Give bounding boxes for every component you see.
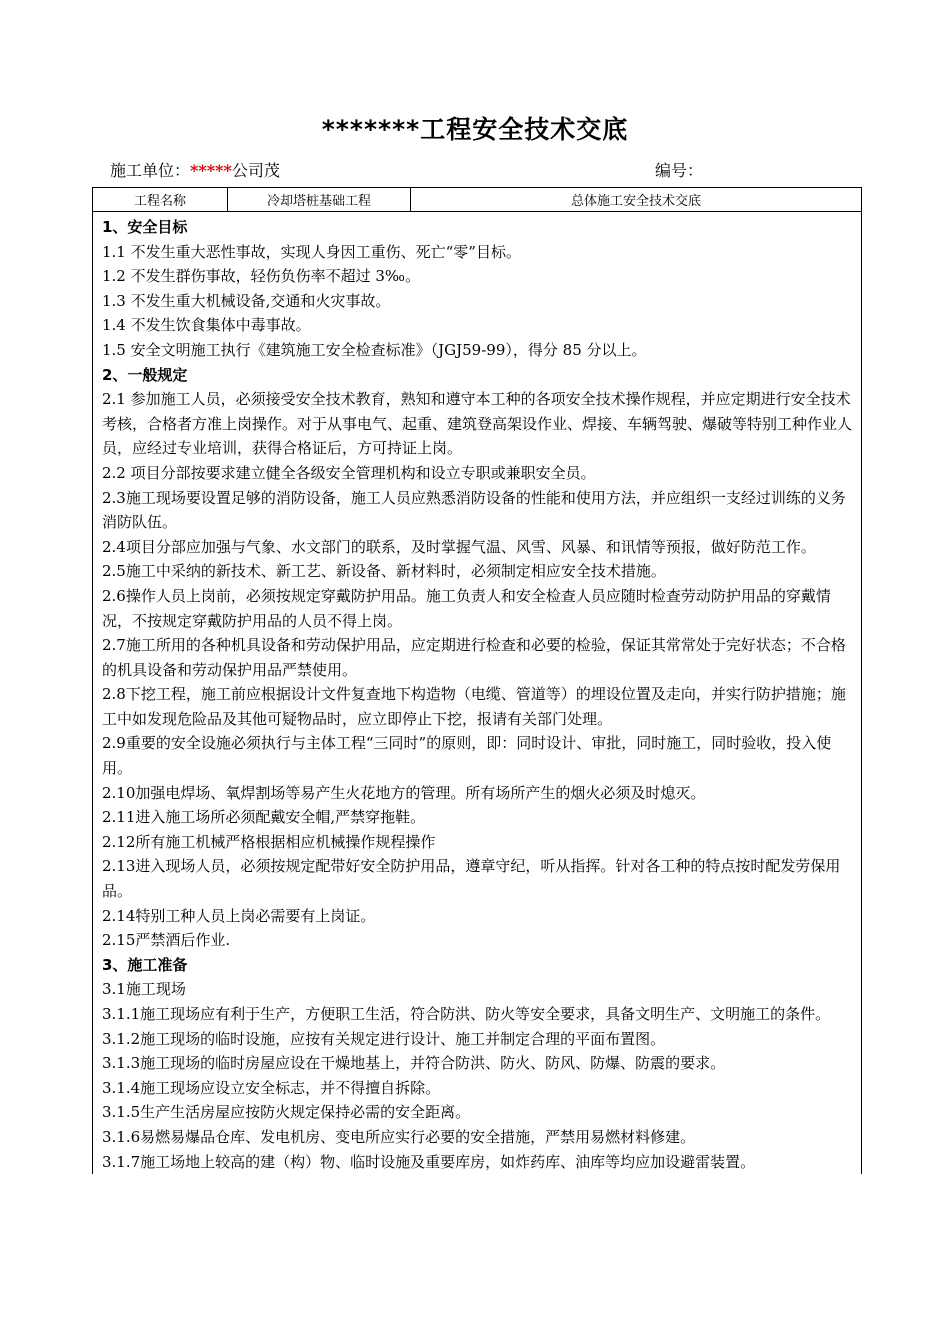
content-body	[93, 212, 861, 1174]
clause-text: 2.6操作人员上岗前，必须按规定穿戴防护用品。施工负责人和安全检查人员应随时检查劳动防护用品的穿戴情况，不按规定穿戴防护用品的人员不得上岗。	[102, 586, 831, 630]
clause-text: 2.1 参加施工人员，必须接受安全技术教育，熟知和遵守本工种的各项安全技术操作规程，并应定期进行安全技术考核，合格者方准上岗操作。对于从事电气、起重、建筑登高架设作业、焊接、车辆驾驶、爆破等特别工种作业人员，应经过专业培训，获得合格证后，方可持证上岗。	[102, 390, 853, 458]
page-title: *******工程安全技术交底	[321, 115, 629, 144]
clause-text: 1.3 不发生重大机械设备,交通和火灾事故。	[102, 291, 391, 310]
clause-text: 2.8下挖工程，施工前应根据设计文件复查地下构造物（电缆、管道等）的埋设位置及走向，并实行防护措施；施工中如发现危险品及其他可疑物品时，应立即停止下挖，报请有关部门处理。	[102, 685, 846, 728]
clause-text: 2.14特别工种人员上岗必需要有上岗证。	[102, 906, 376, 925]
section-heading: 3、施工准备	[102, 955, 188, 974]
clause-text: 3.1.6易燃易爆品仓库、发电机房、变电所应实行必要的安全措施，严禁用易燃材料修建。	[102, 1127, 696, 1146]
clause-text: 3.1.5生产生活房屋应按防火规定保持必需的安全距离。	[102, 1103, 471, 1122]
clause-text: 3.1.7施工场地上较高的建（构）物、临时设施及重要库房，如炸药库、油库等均应加设避雷装置。	[102, 1152, 756, 1171]
disclosure-table	[92, 187, 862, 1174]
clause-text: 2.15严禁酒后作业.	[102, 931, 231, 950]
section-heading: 1、安全目标	[102, 218, 188, 236]
clause-text: 2.13进入现场人员，必须按规定配带好安全防护用品，遵章守纪，听从指挥。针对各工种的特点按时配发劳保用品。	[102, 857, 841, 901]
project-name-label: 工程名称	[93, 188, 228, 211]
clause-text: 3.1.2施工现场的临时设施，应按有关规定进行设计、施工并制定合理的平面布置图。	[102, 1029, 666, 1048]
construction-unit	[110, 158, 280, 181]
clause-text: 2.9重要的安全设施必须执行与主体工程“三同时”的原则，即：同时设计、审批，同时施工，同时验收，投入使用。	[102, 734, 832, 778]
clause-text: 2.11进入施工场所必须配戴安全帽,严禁穿拖鞋。	[102, 808, 426, 827]
unit-redacted: *****	[190, 161, 232, 180]
unit-label: 施工单位：	[110, 161, 191, 180]
clause-text: 1.2 不发生群伤事故，轻伤负伤率不超过 3‰。	[102, 267, 421, 286]
unit-value: 公司茂	[231, 161, 280, 180]
clause-text: 3.1.3施工现场的临时房屋应设在干燥地基上，并符合防洪、防火、防风、防爆、防震的要求。	[102, 1054, 726, 1073]
clause-text: 3.1.4施工现场应设立安全标志，并不得擅自拆除。	[102, 1078, 441, 1097]
clause-text: 2.5施工中采纳的新技术、新工艺、新设备、新材料时，必须制定相应安全技术措施。	[102, 562, 666, 581]
disclosure-type: 总体施工安全技术交底	[570, 194, 701, 209]
clause-text: 2.3施工现场要设置足够的消防设备，施工人员应熟悉消防设备的性能和使用方法，并应组织一支经过训练的义务消防队伍。	[102, 488, 846, 532]
table-header-row	[93, 188, 861, 212]
clause-text: 3.1施工现场	[102, 980, 186, 999]
section-heading: 2、一般规定	[102, 365, 188, 384]
meta-row	[110, 158, 850, 182]
clause-text: 2.10加强电焊场、氧焊割场等易产生火花地方的管理。所有场所产生的烟火必须及时熄灭。	[102, 783, 706, 802]
clause-text: 3.1.1施工现场应有利于生产，方便职工生活，符合防洪、防火等安全要求，具备文明生产、文明施工的条件。	[102, 1005, 831, 1023]
clause-text: 1.5 安全文明施工执行《建筑施工安全检查标准》（JGJ59-99），得分 85 分以上。	[102, 340, 647, 359]
clause-text: 2.4项目分部应加强与气象、水文部门的联系，及时掌握气温、风雪、风暴、和讯情等预报，做好防范工作。	[102, 537, 816, 556]
clause-text: 2.7施工所用的各种机具设备和劳动保护用品，应定期进行检查和必要的检验，保证其常常处于完好状态；不合格的机具设备和劳动保护用品严禁使用。	[102, 636, 846, 679]
clause-text: 1.1 不发生重大恶性事故，实现人身因工重伤、死亡“零”目标。	[102, 242, 521, 261]
document-number: 编号：	[655, 161, 704, 180]
project-name-value: 冷却塔桩基础工程	[228, 188, 411, 211]
clause-text: 2.2 项目分部按要求建立健全各级安全管理机构和设立专职或兼职安全员。	[102, 463, 596, 482]
clause-text: 1.4 不发生饮食集体中毒事故。	[102, 316, 311, 335]
clause-text: 2.12所有施工机械严格根据相应机械操作规程操作	[102, 832, 436, 851]
